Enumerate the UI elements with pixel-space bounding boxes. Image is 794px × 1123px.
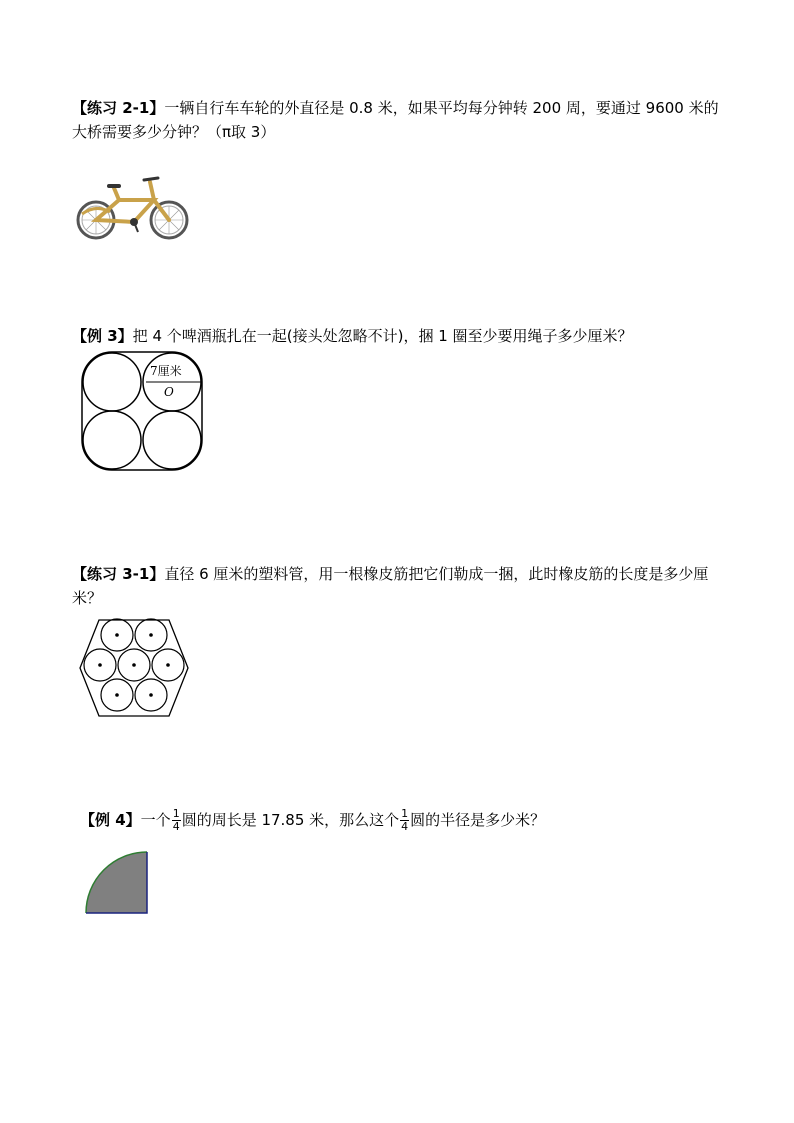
- problem-text: 一辆自行车车轮的外直径是 0.8 米，如果平均每分钟转 200 周，要通过 9600 米的大桥需要多少分钟？（π取 3）: [72, 99, 719, 141]
- fraction-denominator: 4: [401, 820, 409, 833]
- center-label: O: [164, 385, 174, 399]
- four-bottles-figure: [80, 350, 206, 474]
- problem-text-c: 圆的半径是多少米？: [410, 811, 546, 829]
- fraction-numerator: 1: [401, 807, 409, 820]
- seven-pipes-figure: [78, 618, 190, 718]
- quarter-circle-figure: [84, 850, 150, 916]
- problem-text: 把 4 个啤酒瓶扎在一起(接头处忽略不计)，捆 1 圈至少要用绳子多少厘米？: [132, 327, 633, 345]
- radius-label: 7厘米: [150, 364, 182, 378]
- fraction: [400, 808, 409, 833]
- problem-practice-2-1: [72, 96, 732, 144]
- problem-example-3: [72, 324, 732, 348]
- fraction-numerator: 1: [172, 807, 180, 820]
- problem-tag: 【例 4】: [80, 811, 141, 829]
- problem-text-b: 圆的周长是 17.85 米，那么这个: [181, 811, 400, 829]
- problem-tag: 【例 3】: [72, 327, 133, 345]
- problem-tag: 【练习 3-1】: [72, 565, 165, 583]
- problem-practice-3-1: [72, 562, 732, 610]
- problem-tag: 【练习 2-1】: [72, 99, 165, 117]
- fraction: [172, 808, 181, 833]
- problem-text-a: 一个: [140, 811, 171, 829]
- fraction-denominator: 4: [172, 820, 180, 833]
- bicycle-image: [74, 170, 192, 244]
- problem-text: 直径 6 厘米的塑料管，用一根橡皮筋把它们勒成一捆，此时橡皮筋的长度是多少厘米？: [72, 565, 709, 607]
- problem-example-4: [80, 808, 740, 833]
